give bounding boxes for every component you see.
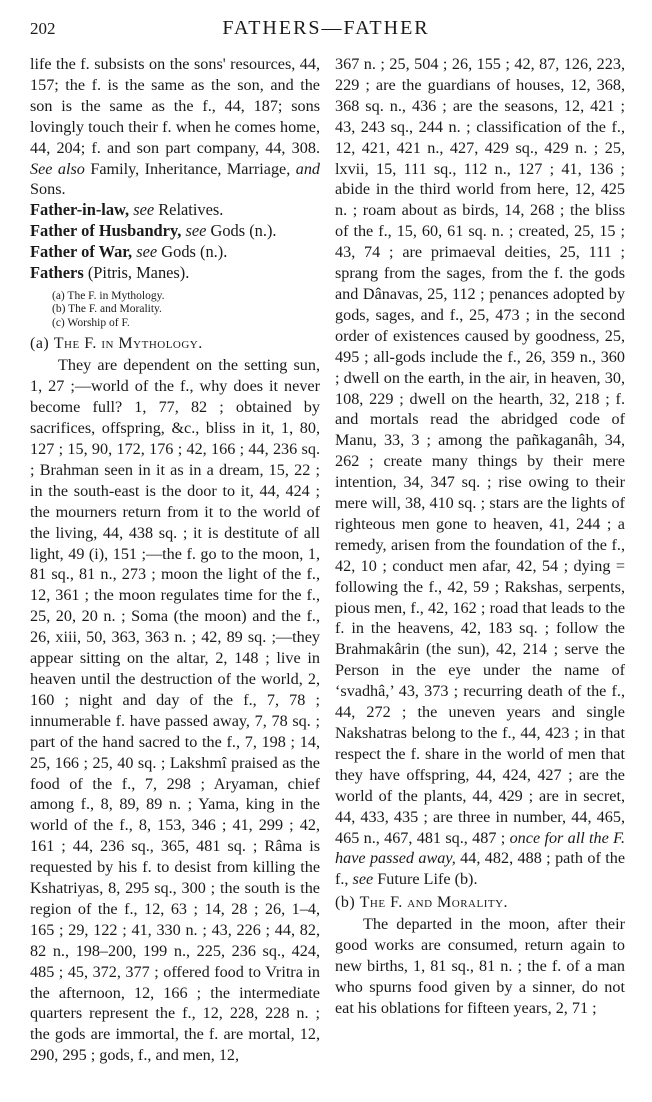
entry-head: Father of War, xyxy=(30,242,133,262)
section-a-text: They are dependent on the setting sun, 1, 27 ;—world of the f., why does it never become full? 1, 77, 82 ; obtained by sacrifices, offspring, &c., bliss in it, 1, 80, 127 ; 15, 90, 172, 176 ; 42, 166 ; 44, 236 sq. ; Brahman seen in it as in a dream, 15, 22 ; in the south-east is the door to it, 44, 424 ; the mourners return from it to the world of the living, 44, 438 sq. ; it is destitute of all light, 49 (i), 151 ;—the f. go to the moon, 1, 81 sq., 81 n., 273 ; moon the light of the f., 12, 361 ; the moon regulates time for the f., 25, 20, 20 n. ; Soma (the moon) and the f., 26, xiii, 50, 363, 363 n. ; 42, 89 sq. ;—they appear sitting on the altar, 2, 148 ; live in heaven until the destruction of the world, 2, 160 ; night and day of the f., 7, 78 ; innumerable f. have passed away, 7, 78 sq. ; part of the hand sacred to the f., 7, 198 ; 14, 25, 166 ; 25, 40 sq. ; Lakshmî praised as the food of the f., 7, 298 ; Aryaman, chief among f., 8, 89, 89 n. ; Yama, king in the world of the f., 8, 153, 346 ; 41, 299 ; 42, 161 ; 44, 236 sq., 365, 481 sq. ; Râma is requested by his f. to desist from killing the Kshatriyas, 8, 295 sq., 300 ; the south is the region of the f., 12, 63 ; 14, 28 ; 26, 1–4, 165 ; 29, 122 ; 41, 330 n. ; 43, 226 ; 44, 82, 82 n., 198–200, 199 n., 225, 236 sq., 424, 485 ; 45, 372, 377 ; offered food to Vritra in the afternoon, 12, 166 ; the intermediate quarters represent the f., 12, 228, 228 n. ; the gods are immortal, the f. are mortal, 12, 290, 295 ; gods, f., and men, 12, xyxy=(30,356,320,1065)
right-text-main: 367 n. ; 25, 504 ; 26, 155 ; 42, 87, 126, 223, 229 ; are the guardians of houses, 12, 368, 368 sq. n., 436 ; are the seasons, 12, 421 ; 43, 243 sq., 244 n. ; classification of the f., 12, 421, 421 n., 427, 429 sq., 429 n. ; 25, lxvii, 15, 111 sq., 112 n., 127 ; 41, 136 ; abide in the third world from here, 12, 425 n. ; roam about as birds, 14, 268 ; the bliss of the f., 15, 60, 61 sq. n. ; created, 25, 15 ; 43, 74 ; are primaeval deities, 25, 111 ; sprang from the sages, from the f. the gods and Dânavas, 25, 112 ; penances adopted by gods, sages, and f., 25, 473 ; in the second order of existences caused by goodness, 25, 495 ; all-gods include the f., 26, 359 n., 360 ; dwell on the earth, in the air, in heaven, 30, 108, 229 ; dwell on the hearth, 32, 218 ; f. and mortals read the abridged code of Manu, 33, 3 ; among the pañkaganâh, 34, 262 ; create many things by their mere intention, 34, 347 sq. ; rise owing to their mere will, 38, 410 sq. ; stars are the lights of righteous men gone to heaven, 41, 244 ; a remedy, arisen from the foundation of the f., 42, 10 ; conduct men afar, 42, 54 ; dying = following the f., 42, 59 ; Rakshas, serpents, pious men, f., 42, 162 ; road that leads to the f. in the heavens, 42, 183 sq. ; follow the Brahmakârin (the sun), 42, 214 ; serve the Person in the eye under the name of ‘svadhâ,’ 43, 373 ; recurring death of the f., 44, 272 ; the uneven years and single Nakshatras belong to the f., 44, 423 ; in that respect the f. share in the world of men that they have offspring, 44, 424, 427 ; are the world of the plants, 44, 429 ; are in secret, 44, 433, 435 ; are three in number, 44, 465, 465 n., 467, 481 sq., 487 ; xyxy=(335,55,625,847)
right-see: see xyxy=(352,870,374,889)
intro-paragraph xyxy=(30,54,320,200)
entry-father-of-husbandry xyxy=(30,221,320,242)
subdivision-item: (c) Worship of F. xyxy=(52,316,130,329)
section-a-label: (a) xyxy=(30,335,50,353)
intro-see-tail: Family, Inheritance, Marriage, xyxy=(90,159,291,178)
section-b-heading xyxy=(335,893,625,914)
section-b-text: The departed in the moon, after their good works are consumed, return again to new births, 1, 81 sq., 81 n. ; the f. of a man who spurns food given by a sinner, do not eat his oblations for fifteen years, 2, 71 ; xyxy=(335,915,625,1017)
page-header xyxy=(0,17,652,43)
entry-tail: Relatives. xyxy=(158,200,224,220)
intro-and: and xyxy=(295,159,320,178)
entry-see: see xyxy=(136,242,158,262)
right-text-end: Future Life (b). xyxy=(377,870,478,889)
right-continuation xyxy=(335,54,625,890)
section-a-title: The F. in Mythology. xyxy=(53,335,203,353)
section-a-heading xyxy=(30,334,320,355)
subdivision-item: (b) The F. and Morality. xyxy=(52,303,162,316)
right-italic-phrase: once for all the F. have passed away, xyxy=(335,828,625,868)
section-b-label: (b) xyxy=(335,894,356,912)
entry-tail: (Pitris, Manes). xyxy=(87,263,190,283)
right-column xyxy=(335,54,625,1019)
intro-see-also: See also xyxy=(30,159,85,178)
entry-father-in-law xyxy=(30,200,320,221)
entry-see: see xyxy=(185,221,207,241)
entry-see: see xyxy=(133,200,155,220)
entry-tail: Gods (n.). xyxy=(210,221,277,241)
running-head: FATHERS—FATHER xyxy=(222,17,430,39)
section-b-title: The F. and Morality. xyxy=(359,894,509,912)
left-column xyxy=(30,54,320,1066)
right-text-cont: 44, 482, 488 ; path of the f., xyxy=(335,849,626,889)
intro-text: life the f. subsists on the sons' resources, 44, 157; the f. is the same as the son, and the son is the same as the f., 44, 187; sons lovingly touch their f. when he comes home, 44, 204; f. and son part company, 44, 308. xyxy=(30,55,320,157)
entry-father-of-war xyxy=(30,242,320,263)
entry-head: Father of Husbandry, xyxy=(30,221,182,241)
subdivision-list xyxy=(52,290,320,331)
page-number: 202 xyxy=(30,19,56,38)
entry-tail: Gods (n.). xyxy=(161,242,228,262)
intro-end: Sons. xyxy=(30,180,66,199)
entry-head: Father-in-law, xyxy=(30,200,130,220)
entry-fathers xyxy=(30,263,320,284)
subdivision-item: (a) The F. in Mythology. xyxy=(52,289,165,302)
entry-head: Fathers xyxy=(30,263,84,283)
